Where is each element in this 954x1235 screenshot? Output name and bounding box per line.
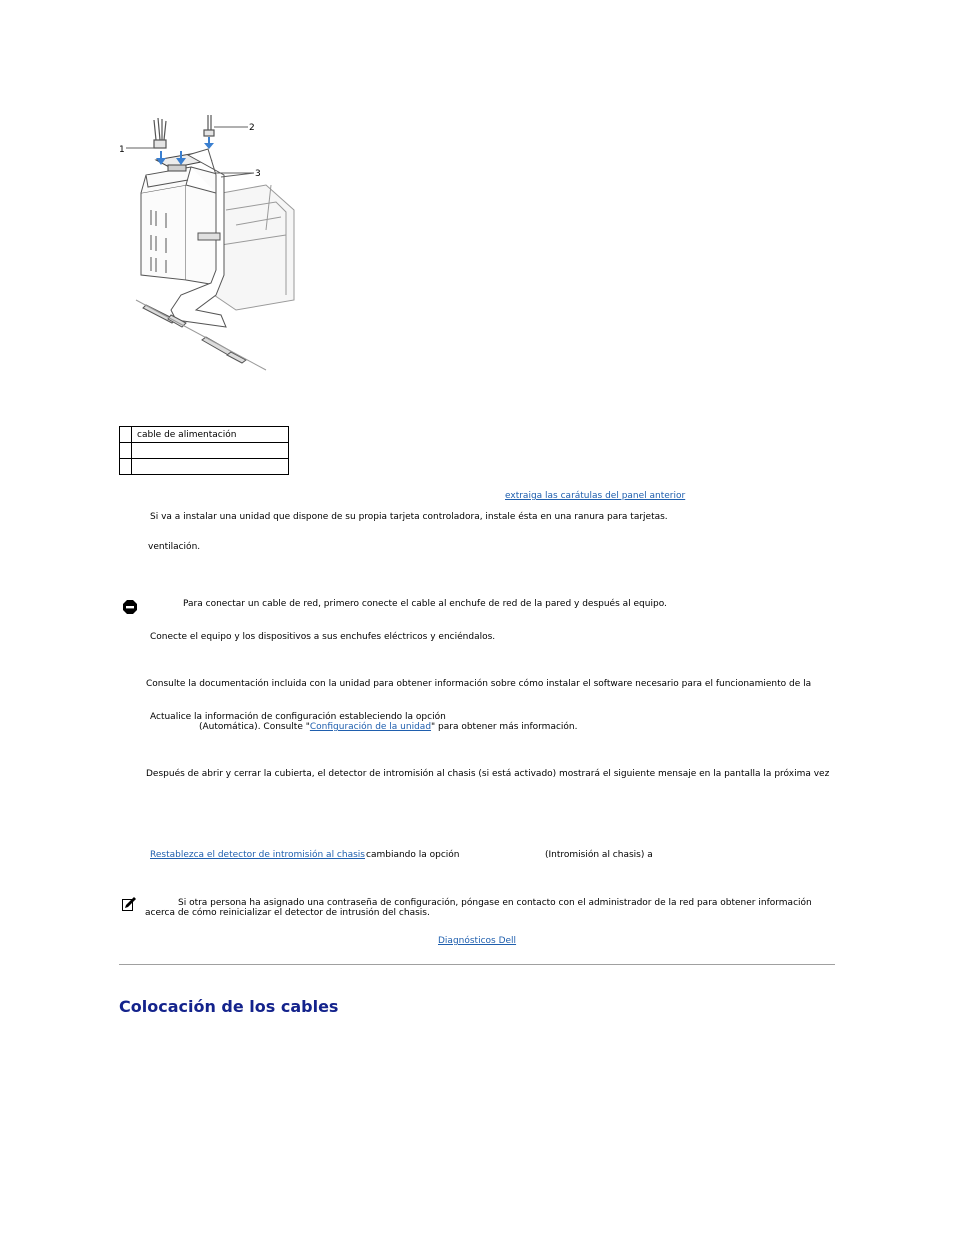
legend-number	[120, 443, 132, 459]
update-text-part1: (Automática). Consulte "	[199, 722, 310, 732]
step-intrusion-text: Después de abrir y cerrar la cubierta, el detector de intromisión al chasis (si está activado) mostrará el siguiente mensaje en la pantalla la próxima vez	[146, 769, 830, 779]
reset-option-text: cambiando la opción	[366, 850, 460, 860]
legend-text: cable de alimentación	[132, 427, 289, 443]
callout-2: 2	[249, 123, 255, 133]
step-update-text: Actualice la información de configuración estableciendo la opción	[150, 712, 446, 722]
step-ventilation-text: ventilación.	[148, 542, 201, 552]
legend-text	[132, 443, 289, 459]
update-text-part2: " para obtener más información.	[431, 722, 578, 732]
notice-icon	[123, 600, 137, 614]
callout-1: 1	[119, 145, 125, 155]
drive-config-link[interactable]: Configuración de la unidad	[309, 722, 432, 732]
legend-table	[119, 426, 289, 475]
step-update-continued	[199, 722, 577, 732]
note-icon	[122, 897, 137, 911]
step-connect-text: Conecte el equipo y los dispositivos a sus enchufes eléctricos y enciéndalos.	[150, 632, 496, 642]
section-title: Colocación de los cables	[119, 997, 339, 1016]
legend-row	[120, 427, 289, 443]
front-panel-link[interactable]: extraiga las carátulas del panel anterior	[505, 491, 686, 501]
reset-intrusion-link[interactable]: Restablezca el detector de intromisión al chasis	[150, 850, 365, 860]
legend-text	[132, 459, 289, 475]
section-divider	[119, 964, 835, 965]
notice-text: Para conectar un cable de red, primero conecte el cable al enchufe de red de la pared y después al equipo.	[183, 599, 667, 609]
note-text-continued: acerca de cómo reinicializar el detector de intrusión del chasis.	[145, 908, 430, 918]
diagnostics-link[interactable]: Diagnósticos Dell	[438, 936, 517, 946]
step-documentation-text: Consulte la documentación incluida con la unidad para obtener información sobre cómo instalar el software necesario para el funcionamiento de la	[146, 679, 812, 689]
legend-number	[120, 427, 132, 443]
note-text: Si otra persona ha asignado una contraseña de configuración, póngase en contacto con el administrador de la red para obtener información	[178, 898, 812, 908]
step-controller-text: Si va a instalar una unidad que dispone de su propia tarjeta controladora, instale ésta en una ranura para tarjetas.	[150, 512, 668, 522]
legend-row	[120, 459, 289, 475]
legend-row	[120, 443, 289, 459]
drive-cabling-illustration	[116, 115, 306, 375]
callout-3: 3	[255, 169, 261, 179]
reset-option-value-text: (Intromisión al chasis) a	[545, 850, 653, 860]
legend-number	[120, 459, 132, 475]
